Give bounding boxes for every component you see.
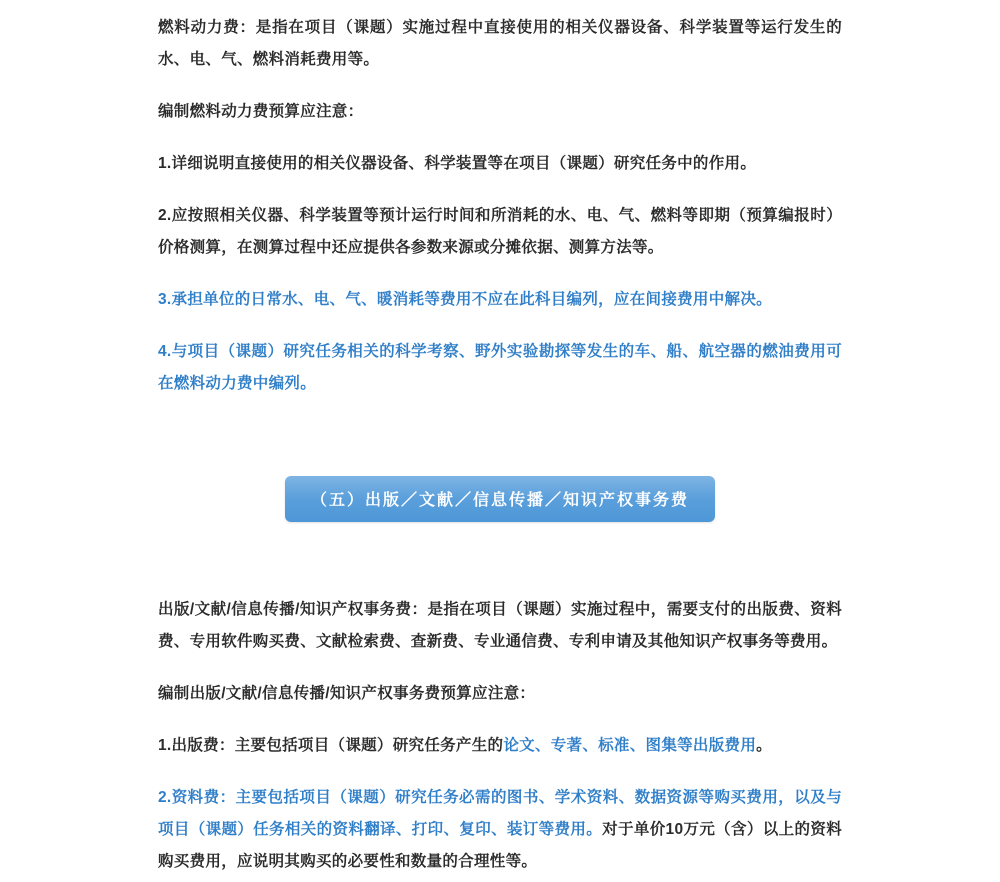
paragraph-fuel-power-item-3: 3.承担单位的日常水、电、气、暖消耗等费用不应在此科目编列，应在间接费用中解决。 [158, 291, 772, 308]
paragraph-fuel-power-item-2: 2.应按照相关仪器、科学装置等预计运行时间和所消耗的水、电、气、燃料等即期（预算编报时）价格测算，在测算过程中还应提供各参数来源或分摊依据、测算方法等。 [158, 207, 842, 256]
banner-bottom-spacer [158, 522, 842, 594]
publication-item-1-highlight: 论文、专著、标准、图集等出版费用 [503, 737, 757, 754]
paragraph-fuel-power-item-1: 1.详细说明直接使用的相关仪器设备、科学装置等在项目（课题）研究任务中的作用。 [158, 155, 757, 172]
paragraph-publication-definition: 出版/文献/信息传播/知识产权事务费：是指在项目（课题）实施过程中，需要支付的出版费、资料费、专用软件购买费、文献检索费、查新费、专业通信费、专利申请及其他知识产权事务等费用。 [158, 601, 842, 650]
section-banner-container [158, 476, 842, 522]
publication-item-2-tail: 对于单价10万元（含）以上的资料购买费用，应说明其购买的必要性和数量的合理性等。 [158, 821, 842, 870]
publication-item-2-highlight: 2.资料费：主要包括项目（课题）研究任务必需的图书、学术资料、数据资源等购买费用，以及与项目（课题）任务相关的资料翻译、打印、复印、装订等费用。 [158, 789, 842, 838]
paragraph-fuel-power-notice-heading: 编制燃料动力费预算应注意： [158, 103, 364, 120]
publication-item-1-tail: 。 [756, 737, 772, 754]
section-spacer [158, 420, 842, 466]
publication-item-1-lead: 1.出版费：主要包括项目（课题）研究任务产生的 [158, 737, 504, 754]
paragraph-publication-item-1 [158, 730, 842, 762]
paragraph-fuel-power-item-4: 4.与项目（课题）研究任务相关的科学考察、野外实验勘探等发生的车、船、航空器的燃油费用可在燃料动力费中编列。 [158, 343, 842, 392]
paragraph-publication-item-2 [158, 782, 842, 878]
paragraph-publication-notice-heading: 编制出版/文献/信息传播/知识产权事务费预算应注意： [158, 685, 536, 702]
section-banner-publication-fees: （五）出版／文献／信息传播／知识产权事务费 [285, 476, 715, 522]
paragraph-fuel-power-definition: 燃料动力费：是指在项目（课题）实施过程中直接使用的相关仪器设备、科学装置等运行发生的水、电、气、燃料消耗费用等。 [158, 19, 842, 68]
